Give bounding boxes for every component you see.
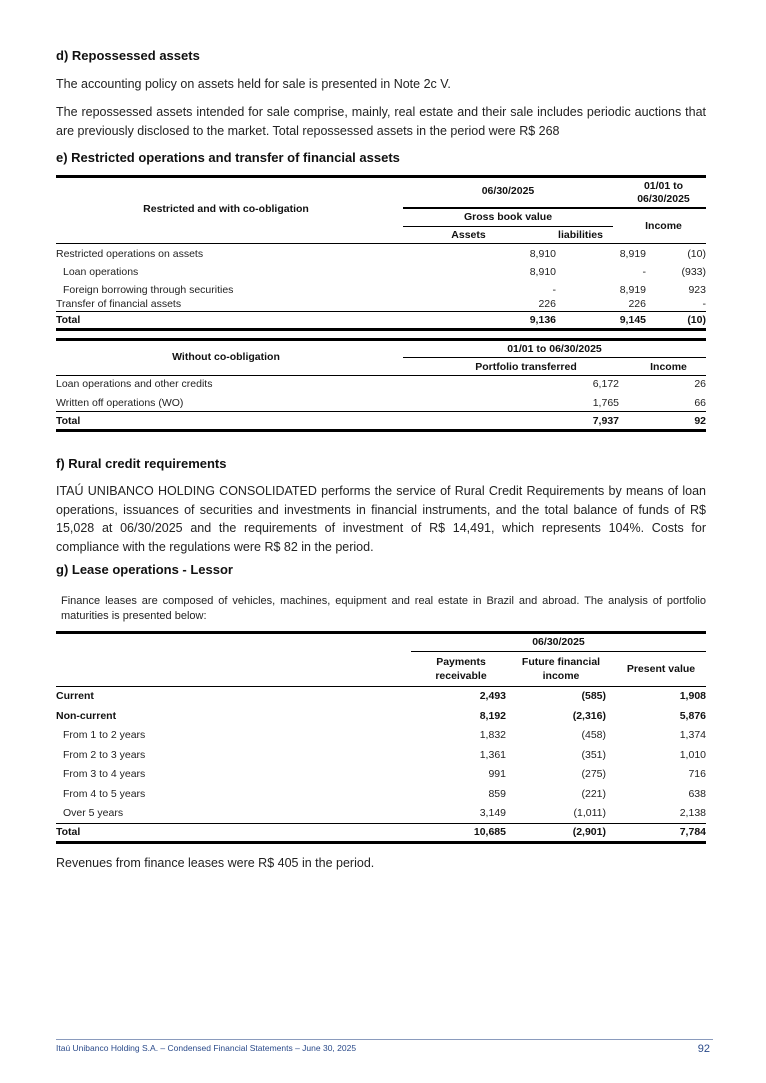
table-top-rule [56,175,706,178]
total-label: Total [56,314,81,326]
present-value-col-header: Present value [626,663,696,675]
table-row-label: From 3 to 4 years [63,768,146,780]
table-row-label: Foreign borrowing through securities [63,284,234,296]
table-top-rule [56,631,706,634]
future-income-col-header-line1: Future financial [521,656,601,668]
table-top-rule [56,338,706,341]
table-row-label: Written off operations (WO) [56,397,184,409]
table-cell: (10) [687,248,706,260]
gross-book-value-header: Gross book value [463,211,553,223]
table-cell: 226 [538,298,556,310]
future-income-col-header-line2: income [542,670,580,682]
total-rule [56,311,706,312]
total-cell: 9,136 [529,314,556,326]
total-rule [56,823,706,824]
footer-rule [56,1039,713,1040]
header-bottom-rule [56,686,706,687]
table-cell: 8,919 [619,284,646,296]
table-cell: 5,876 [679,710,706,722]
table-cell: - [702,298,706,310]
section-g-closing: Revenues from finance leases were R$ 405 in the period. [56,856,375,870]
header-rule [411,651,706,652]
table-cell: 8,919 [619,248,646,260]
table-cell: 6,172 [592,378,619,390]
table-cell: 8,910 [529,248,556,260]
total-label: Total [56,415,81,427]
income-period-header-line1: 01/01 to [643,180,684,192]
table-cell: 1,361 [479,749,506,761]
total-cell: 92 [694,415,706,427]
income-col-header: Income [645,220,682,232]
table-cell: 1,832 [479,729,506,741]
section-f-para: ITAÚ UNIBANCO HOLDING CONSOLIDATED performs the service of Rural Credit Requirements by means of loan operations, issuances of securities and investments in financial instruments, and the total balance of funds of R$ 15,028 at 06/30/2025 and the requirements of investment of R$ 14,491, which represents 104%. Costs for compliance with the regulations were R$ 82 in the period. [56,484,706,554]
table-row-label: Over 5 years [63,807,124,819]
table-row-label: From 4 to 5 years [63,788,146,800]
table-cell: (585) [581,690,606,702]
table-cell: - [642,266,646,278]
table-cell: 1,908 [679,690,706,702]
table-bottom-rule [56,841,706,844]
table-cell: 859 [488,788,506,800]
total-cell: 9,145 [619,314,646,326]
table-row-label: Loan operations [63,266,139,278]
table-row-label: Loan operations and other credits [56,378,213,390]
restricted-row-header: Restricted and with co-obligation [143,203,309,215]
table-cell: (275) [581,768,606,780]
total-cell: 7,937 [592,415,619,427]
header-rule [403,226,613,227]
table-row-label: Non-current [56,710,117,722]
table-row-label: From 2 to 3 years [63,749,146,761]
table-cell: (458) [581,729,606,741]
table-cell: 2,493 [479,690,506,702]
liabilities-col-header: liabilities [558,229,603,241]
header-bottom-rule [56,243,706,244]
assets-col-header: Assets [451,229,486,241]
period-header: 06/30/2025 [532,636,585,648]
section-e-heading: e) Restricted operations and transfer of financial assets [56,150,400,165]
table-cell: (1,011) [573,807,606,819]
total-cell: (2,901) [572,826,606,838]
period-header: 06/30/2025 [481,185,535,197]
table-cell: 1,765 [592,397,619,409]
header-bottom-rule [56,375,706,376]
total-cell: (10) [687,314,706,326]
table-row-label: Restricted operations on assets [56,248,204,260]
total-rule [56,411,706,412]
table-cell: 716 [688,768,706,780]
table-cell: 2,138 [679,807,706,819]
income-col-header: Income [650,361,687,373]
table-cell: (933) [681,266,706,278]
table-cell: 26 [694,378,706,390]
table-cell: (351) [581,749,606,761]
table-row-label: Transfer of financial assets [56,298,182,310]
table-row-label: From 1 to 2 years [63,729,146,741]
table-cell: 991 [488,768,506,780]
header-rule [403,207,706,209]
table-bottom-rule [56,328,706,331]
table-bottom-rule [56,429,706,432]
income-period-header-line2: 06/30/2025 [637,193,690,205]
section-d-para1: The accounting policy on assets held for sale is presented in Note 2c V. [56,77,451,91]
table-cell: - [552,284,556,296]
portfolio-col-header: Portfolio transferred [475,361,577,373]
header-rule [403,357,706,358]
table-row-label: Current [56,690,94,702]
footer-text: Itaú Unibanco Holding S.A. – Condensed Financial Statements – June 30, 2025 [56,1043,357,1053]
table-cell: 638 [688,788,706,800]
section-g-para: Finance leases are composed of vehicles, machines, equipment and real estate in Brazil and abroad. The analysis of portfolio maturities is presented below: [61,595,706,622]
payments-col-header-line2: receivable [435,670,487,682]
table-cell: 3,149 [479,807,506,819]
table-cell: 8,192 [479,710,506,722]
section-d-para2: The repossessed assets intended for sale comprise, mainly, real estate and their sale includes periodic auctions that are previously disclosed to the market. Total repossessed assets in the period were R$ 268 [56,105,706,138]
table-cell: 66 [694,397,706,409]
table-cell: 923 [688,284,706,296]
total-label: Total [56,826,81,838]
table-cell: (2,316) [572,710,606,722]
section-g-heading: g) Lease operations - Lessor [56,562,233,577]
table-cell: 1,374 [679,729,706,741]
section-f-heading: f) Rural credit requirements [56,456,227,471]
table-cell: 8,910 [529,266,556,278]
total-cell: 10,685 [473,826,506,838]
section-d-heading: d) Repossessed assets [56,48,200,63]
table-cell: 1,010 [679,749,706,761]
table-cell: 226 [628,298,646,310]
table-cell: (221) [581,788,606,800]
page-number: 92 [697,1043,710,1055]
period-header: 01/01 to 06/30/2025 [507,343,602,355]
without-row-header: Without co-obligation [172,351,280,363]
payments-col-header-line1: Payments [436,656,486,668]
total-cell: 7,784 [679,826,706,838]
